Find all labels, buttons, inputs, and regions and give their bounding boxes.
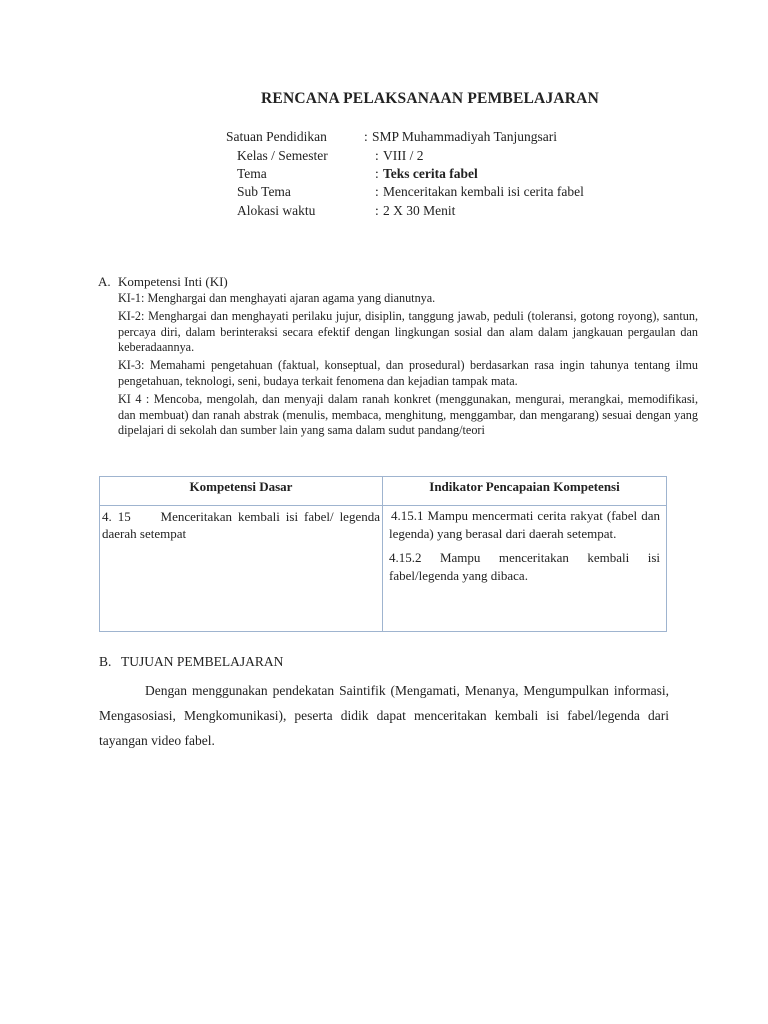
info-colon: : xyxy=(375,166,379,181)
info-value: 2 X 30 Menit xyxy=(383,203,456,218)
section-title: Kompetensi Inti (KI) xyxy=(118,274,228,289)
table-cell-kd xyxy=(100,506,383,632)
document-title: RENCANA PELAKSANAAN PEMBELAJARAN xyxy=(261,90,599,107)
info-label: Kelas / Semester xyxy=(237,148,328,163)
indicator-item-1: 4.15.1 Mampu mencermati cerita rakyat (fabel dan legenda) yang berasal dari daerah setempat. xyxy=(389,508,660,541)
table-header-row xyxy=(100,477,667,506)
competency-table xyxy=(99,476,667,632)
info-label: Satuan Pendidikan xyxy=(226,129,327,144)
section-number: B. xyxy=(99,654,112,669)
tujuan-paragraph: Dengan menggunakan pendekatan Saintifik (Mengamati, Menanya, Mengumpulkan informasi, Mengasosiasi, Mengkomunikasi), peserta didik dapat menceritakan kembali isi fabel/legenda dari tayangan video fabel. xyxy=(99,683,669,748)
kd-text: 4. 15 Menceritakan kembali isi fabel/ legenda daerah setempat xyxy=(102,509,384,541)
section-tujuan xyxy=(99,654,669,753)
ki-item-2: KI-2: Menghargai dan menghayati perilaku jujur, disiplin, tanggung jawab, peduli (toleransi, gotong royong), santun, percaya diri, dalam berinteraksi secara efektif dengan lingkungan sosial dan alam dalam jangkauan pergaulan dan keberadaannya. xyxy=(118,308,698,355)
info-colon: : xyxy=(364,129,368,144)
section-b-heading xyxy=(99,654,669,672)
info-value: Teks cerita fabel xyxy=(383,166,478,181)
info-colon: : xyxy=(375,203,379,218)
section-number: A. xyxy=(98,274,111,289)
table-cell-indicators xyxy=(383,506,667,632)
info-label: Alokasi waktu xyxy=(237,203,316,218)
info-label: Sub Tema xyxy=(237,184,291,199)
info-value: VIII / 2 xyxy=(383,148,424,163)
table-header-kd: Kompetensi Dasar xyxy=(100,477,383,506)
info-colon: : xyxy=(375,148,379,163)
ki-item-4: KI 4 : Mencoba, mengolah, dan menyaji dalam ranah konkret (menggunakan, mengurai, merangkai, memodifikasi, dan membuat) dan ranah abstrak (menulis, membaca, menghitung, menggambar, dan mengarang) sesuai dengan yang dipelajari di sekolah dan sumber lain yang sama dalam sudut pandang/teori xyxy=(118,391,698,438)
ki-item-1: KI-1: Menghargai dan menghayati ajaran agama yang dianutnya. xyxy=(118,291,436,305)
table-header-indicator: Indikator Pencapaian Kompetensi xyxy=(383,477,667,506)
ki-item-3: KI-3: Memahami pengetahuan (faktual, konseptual, dan prosedural) berdasarkan rasa ingin tahunya tentang ilmu pengetahuan, teknologi, seni, budaya terkait fenomena dan kejadian tampak mata. xyxy=(118,358,698,388)
section-title: TUJUAN PEMBELAJARAN xyxy=(121,654,284,669)
info-label: Tema xyxy=(237,166,267,181)
section-a-heading xyxy=(98,274,698,291)
section-kompetensi-inti xyxy=(98,274,698,441)
indicator-item-2: 4.15.2 Mampu menceritakan kembali isi fabel/legenda yang dibaca. xyxy=(389,550,660,583)
info-value: SMP Muhammadiyah Tanjungsari xyxy=(372,129,558,144)
table-row xyxy=(100,506,667,632)
info-colon: : xyxy=(375,184,379,199)
info-value: Menceritakan kembali isi cerita fabel xyxy=(383,184,584,199)
